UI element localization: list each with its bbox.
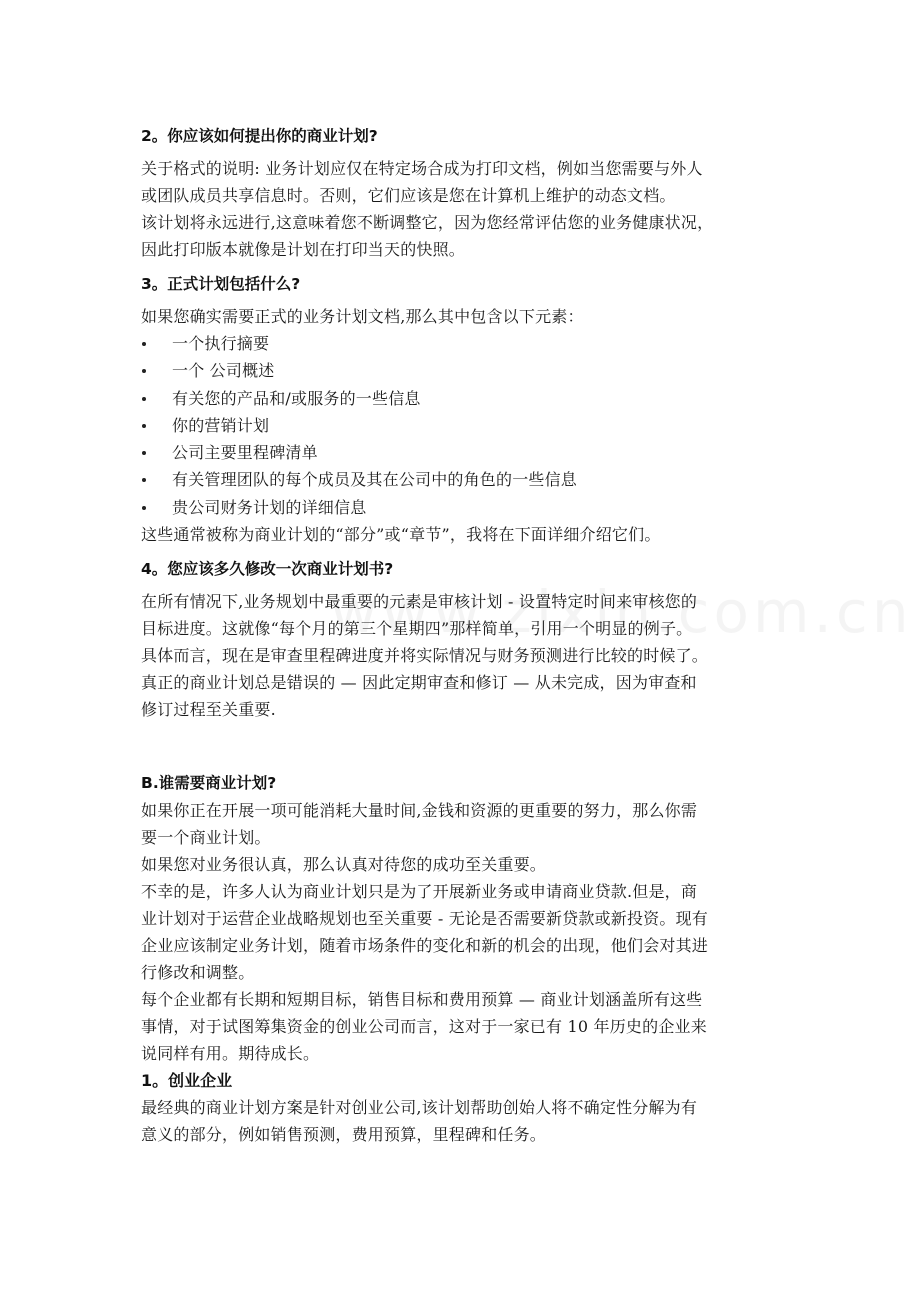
bullet-icon bbox=[142, 342, 146, 346]
section-3-outro: 这些通常被称为商业计划的“部分”或“章节”，我将在下面详细介绍它们。 bbox=[141, 525, 661, 545]
paragraph-line: 如果您对业务很认真，那么认真对待您的成功至关重要。 bbox=[141, 855, 547, 875]
paragraph-line: 真正的商业计划总是错误的 — 因此定期审查和修订 — 从未完成，因为审查和 bbox=[141, 673, 697, 693]
section-b-body bbox=[141, 797, 793, 1067]
list-item: 有关您的产品和/或服务的一些信息 bbox=[141, 385, 793, 412]
paragraph-line: 修订过程至关重要. bbox=[141, 700, 276, 720]
paragraph-line: 因此打印版本就像是计划在打印当天的快照。 bbox=[141, 240, 466, 259]
document-body bbox=[141, 118, 793, 1148]
paragraph-line: 意义的部分，例如销售预测，费用预算，里程碑和任务。 bbox=[141, 1125, 547, 1145]
bullet-icon bbox=[142, 369, 146, 373]
paragraph-line: 关于格式的说明: 业务计划应仅在特定场合成为打印文档，例如当您需要与外人 bbox=[141, 159, 703, 178]
paragraph-line: 目标进度。这就像“每个月的第三个星期四”那样简单，引用一个明显的例子。 bbox=[141, 619, 693, 639]
bullet-icon bbox=[142, 451, 146, 455]
list-item: 贵公司财务计划的详细信息 bbox=[141, 494, 793, 521]
bullet-icon bbox=[142, 506, 146, 510]
section-b-heading: B.谁需要商业计划? bbox=[141, 774, 277, 793]
section-2-body bbox=[141, 155, 793, 263]
list-item: 一个 公司概述 bbox=[141, 357, 793, 384]
bullet-icon bbox=[142, 478, 146, 482]
list-item: 有关管理团队的每个成员及其在公司中的角色的一些信息 bbox=[141, 466, 793, 493]
paragraph-line: 或团队成员共享信息时。否则，它们应该是您在计算机上维护的动态文档。 bbox=[141, 186, 676, 205]
paragraph-line: 说同样有用。期待成长。 bbox=[141, 1044, 320, 1064]
section-3-list bbox=[141, 330, 793, 521]
list-item: 公司主要里程碑清单 bbox=[141, 439, 793, 466]
section-3-heading: 3。正式计划包括什么? bbox=[141, 275, 301, 293]
paragraph-line: 事情，对于试图筹集资金的创业公司而言，这对于一家已有 10 年历史的企业来 bbox=[141, 1017, 707, 1037]
paragraph-line: 最经典的商业计划方案是针对创业公司,该计划帮助创始人将不确定性分解为有 bbox=[141, 1098, 698, 1118]
subsection-b1-body bbox=[141, 1094, 793, 1148]
section-3-intro: 如果您确实需要正式的业务计划文档,那么其中包含以下元素： bbox=[141, 307, 584, 326]
paragraph-line: 行修改和调整。 bbox=[141, 963, 255, 983]
paragraph-line: 具体而言，现在是审查里程碑进度并将实际情况与财务预测进行比较的时候了。 bbox=[141, 646, 709, 666]
list-item: 你的营销计划 bbox=[141, 412, 793, 439]
spacer bbox=[141, 723, 793, 769]
paragraph-line: 不幸的是，许多人认为商业计划只是为了开展新业务或申请商业贷款.但是，商 bbox=[141, 882, 698, 902]
paragraph-line: 每个企业都有长期和短期目标，销售目标和费用预算 — 商业计划涵盖所有这些 bbox=[141, 990, 703, 1010]
list-item: 一个执行摘要 bbox=[141, 330, 793, 357]
section-4-body bbox=[141, 588, 793, 723]
subsection-b1-heading: 1。创业企业 bbox=[141, 1071, 233, 1091]
section-4-heading: 4。您应该多久修改一次商业计划书? bbox=[141, 560, 394, 579]
paragraph-line: 如果你正在开展一项可能消耗大量时间,金钱和资源的更重要的努力，那么你需 bbox=[141, 801, 698, 821]
paragraph-line: 要一个商业计划。 bbox=[141, 828, 271, 848]
bullet-icon bbox=[142, 397, 146, 401]
section-2-heading: 2。你应该如何提出你的商业计划? bbox=[141, 127, 378, 145]
paragraph-line: 该计划将永远进行,这意味着您不断调整它，因为您经常评估您的业务健康状况， bbox=[141, 213, 714, 232]
paragraph-line: 在所有情况下,业务规划中最重要的元素是审核计划 - 设置特定时间来审核您的 bbox=[141, 592, 698, 612]
paragraph-line: 业计划对于运营企业战略规划也至关重要 - 无论是否需要新贷款或新投资。现有 bbox=[141, 909, 708, 929]
paragraph-line: 企业应该制定业务计划，随着市场条件的变化和新的机会的出现，他们会对其进 bbox=[141, 936, 709, 956]
bullet-icon bbox=[142, 424, 146, 428]
